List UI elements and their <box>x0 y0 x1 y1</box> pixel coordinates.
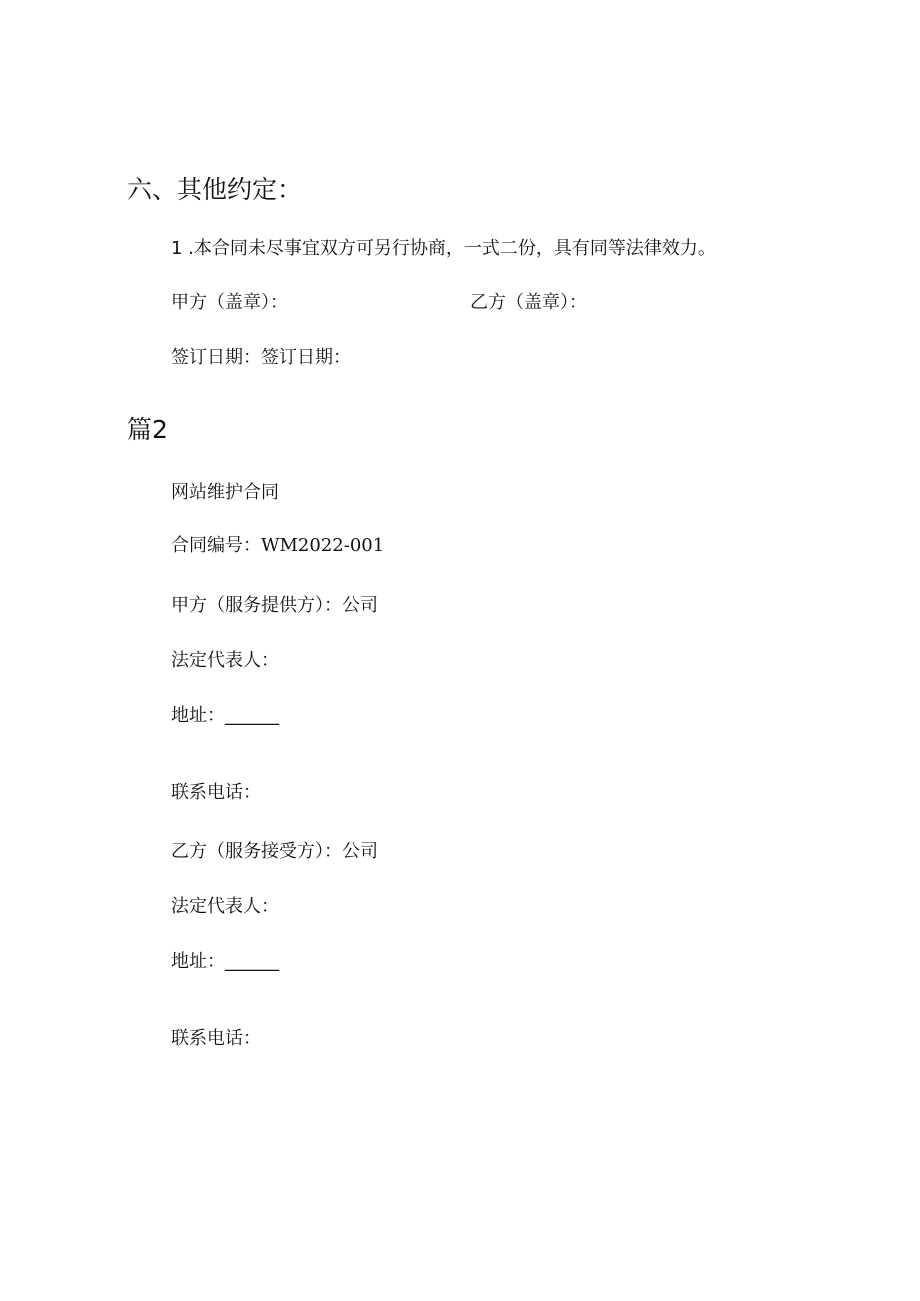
party-a-line: 甲方（服务提供方）：公司 <box>171 595 378 616</box>
contract-title: 网站维护合同 <box>171 482 279 503</box>
signing-date-labels: 签订日期：签订日期： <box>171 347 351 368</box>
contract-number-label: 合同编号： <box>171 535 261 556</box>
party-a-legal-rep: 法定代表人： <box>171 650 279 671</box>
party-b-seal-label: 乙方（盖章）： <box>470 292 587 313</box>
contract-number-value: WM2022-001 <box>261 535 385 556</box>
party-b-address: 地址：______ <box>171 951 279 972</box>
party-b-line: 乙方（服务接受方）：公司 <box>171 841 378 862</box>
party-a-address: 地址：______ <box>171 705 279 726</box>
contract-number <box>171 537 384 555</box>
party-a-seal-label: 甲方（盖章）： <box>171 292 288 313</box>
party-a-phone: 联系电话： <box>171 782 261 803</box>
party-b-legal-rep: 法定代表人： <box>171 896 279 917</box>
section-heading: 六、其他约定： <box>127 175 303 204</box>
clause-1: 1 .本合同未尽事宜双方可另行协商，一式二份，具有同等法律效力。 <box>171 238 716 259</box>
party-b-phone: 联系电话： <box>171 1028 261 1049</box>
part-heading: 篇2 <box>127 415 168 444</box>
